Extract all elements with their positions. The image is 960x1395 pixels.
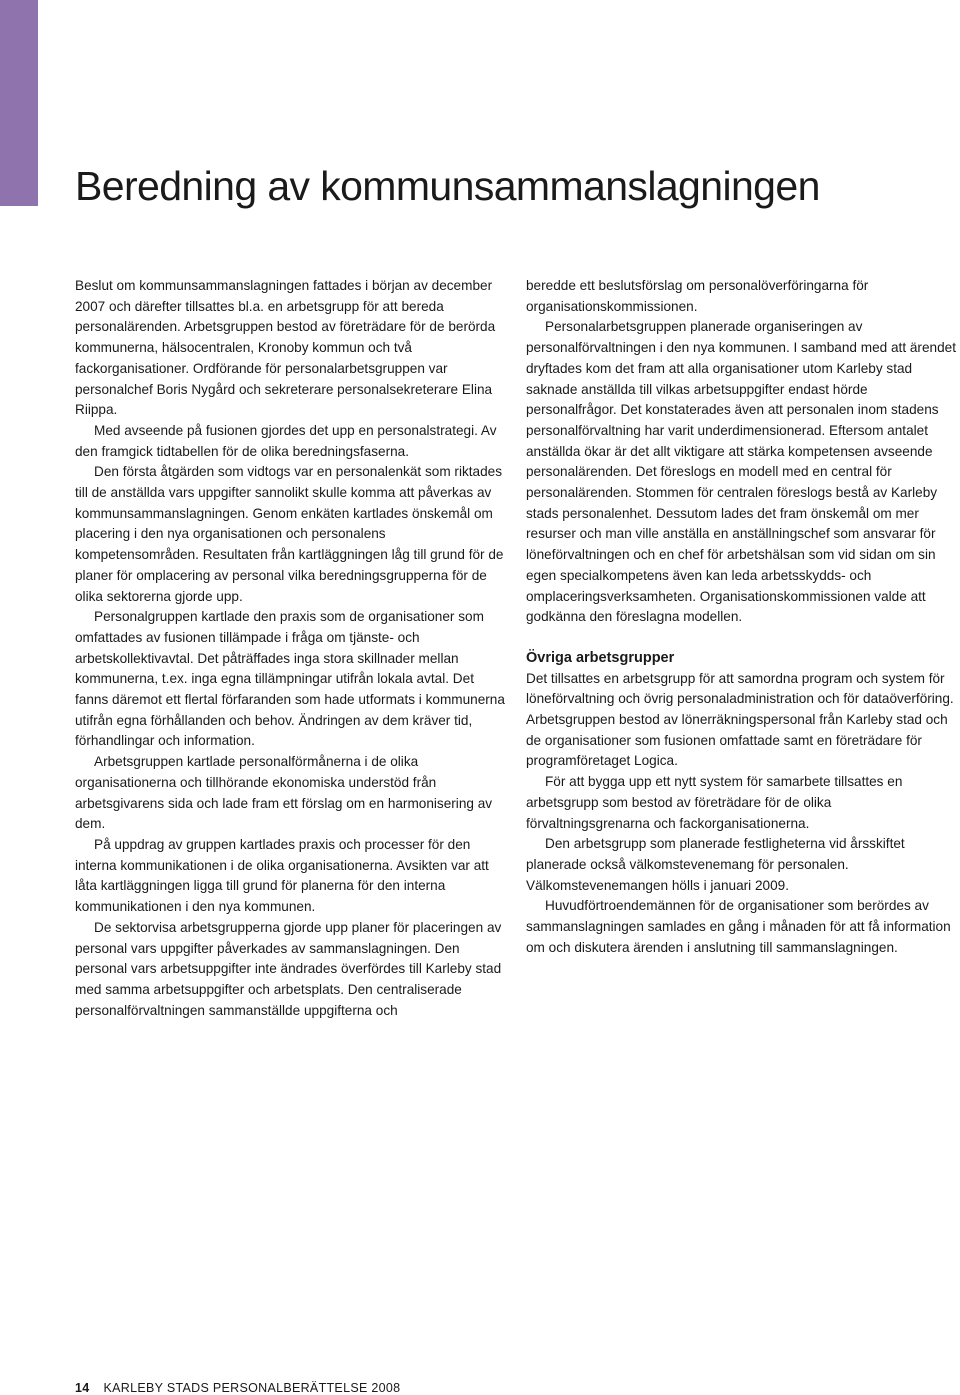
paragraph: Det tillsattes en arbetsgrupp för att samordna program och system för löneförvaltning och övrig personaladministration och för dataöverföring. Arbetsgruppen bestod av lönerräkningspersonal från Karleby stad och de organisationer som fusionen omfattade samt en företrädare för programföretaget Logica.	[526, 670, 954, 769]
paragraph: Den första åtgärden som vidtogs var en personalenkät som riktades till de anställda vars uppgifter sannolikt skulle komma att påverkas av kommunsammanslagningen. Genom enkäten kartlades önskemål om placering i den nya organisationen och personalens kompetensområden. Resultaten från kartläggningen låg till grund för de planer för omplacering av personal vilka beredningsgrupperna för de olika sektorerna gjorde upp.	[75, 464, 504, 604]
right-column	[526, 276, 958, 959]
paragraph: Med avseende på fusionen gjordes det upp en personalstrategi. Av den framgick tidtabellen för de olika beredningsfaserna.	[75, 422, 497, 459]
paragraph: Huvudförtroendemännen för de organisationer som berördes av sammanslagningen samlades en gång i månaden för att få information om och diskutera ärenden i anslutning till sammanslagningen.	[526, 898, 951, 955]
publication-title: KARLEBY STADS PERSONALBERÄTTELSE 2008	[103, 1381, 401, 1395]
accent-color-bar	[0, 0, 38, 206]
paragraph: För att bygga upp ett nytt system för samarbete tillsattes en arbetsgrupp som bestod av företrädare för de olika förvaltningsgrenarna och fackorganisationerna.	[526, 774, 903, 831]
paragraph: Personalgruppen kartlade den praxis som de organisationer som omfattades av fusionen tillämpade i fråga om tjänste- och arbetskollektivavtal. Det påträffades inga stora skillnader mellan kommunerna, t.ex. inga egna tillämpningar utifrån lokala avtal. Det fanns däremot ett flertal förfaranden som hade utformats i kommunerna utifrån egna förhållanden och behov. Ändringen av dem kräver tid, förhandlingar och information.	[75, 609, 505, 749]
paragraph: Personalarbetsgruppen planerade organiseringen av personalförvaltningen i den nya kommunen. I samband med att ärendet dryftades kom det fram att alla organisationer utom Karleby stad saknade anställda till vilkas arbetsuppgifter endast hörde personalfrågor. Det konstaterades även att personalen inom stadens personalförvaltning har varit underdimensionerad. Eftersom antalet anställda ökar är det allt viktigare att stärka kompetensen avseende personalärenden. Det föreslogs en modell med en central för personalärenden. Stommen för centralen föreslogs bestå av Karleby stads personalenhet. Dessutom lades det fram önskemål om mer resurser och man ville anställa en anställningschef som ansvarar för löneförvaltningen och en chef för arbetshälsan som vid sidan om sin egen specialkompetens även kan leda arbetsskydds- och omplaceringsverksamheten. Organisationskommissionen valde att godkänna den föreslagna modellen.	[526, 319, 956, 625]
page-title: Beredning av kommunsammanslagningen	[75, 163, 820, 209]
paragraph: Den arbetsgrupp som planerade festligheterna vid årsskiftet planerade också välkomstevenemang för personalen. Välkomstevenemangen hölls i januari 2009.	[526, 836, 905, 893]
paragraph: Beslut om kommunsammanslagningen fattades i början av december 2007 och därefter tillsattes bl.a. en arbetsgrupp för att bereda personalärenden. Arbetsgruppen bestod av företrädare för de berörda kommunerna, hälsocentralen, Kronoby kommun och två fackorganisationer. Ordförande för personalarbetsgruppen var personalchef Boris Nygård och sekreterare personalsekreterare Elina Riippa.	[75, 278, 496, 418]
paragraph: Arbetsgruppen kartlade personalförmånerna i de olika organisationerna och tillhörande ekonomiska understöd från arbetsgivarens sida och lade fram ett förslag om en harmonisering av dem.	[75, 754, 493, 832]
page-number: 14	[75, 1381, 90, 1395]
paragraph: De sektorvisa arbetsgrupperna gjorde upp planer för placeringen av personal vars uppgifter påverkades av sammanslagningen. Den personal vars arbetsuppgifter inte ändrades överfördes till Karleby stad med samma arbetsuppgifter och arbetsplats. Den centraliserade personalförvaltningen sammanställde uppgifterna och	[75, 919, 502, 1018]
paragraph: beredde ett beslutsförslag om personalöverföringarna för organisationskommissionen.	[526, 278, 869, 314]
left-column	[75, 276, 507, 1021]
page-footer	[75, 1381, 400, 1395]
section-heading: Övriga arbetsgrupper	[526, 649, 675, 666]
paragraph: På uppdrag av gruppen kartlades praxis och processer för den interna kommunikationen i de olika organisationerna. Avsikten var att låta kartläggningen ligga till grund för planerna för den interna kommunikationen i den nya kommunen.	[75, 836, 489, 915]
